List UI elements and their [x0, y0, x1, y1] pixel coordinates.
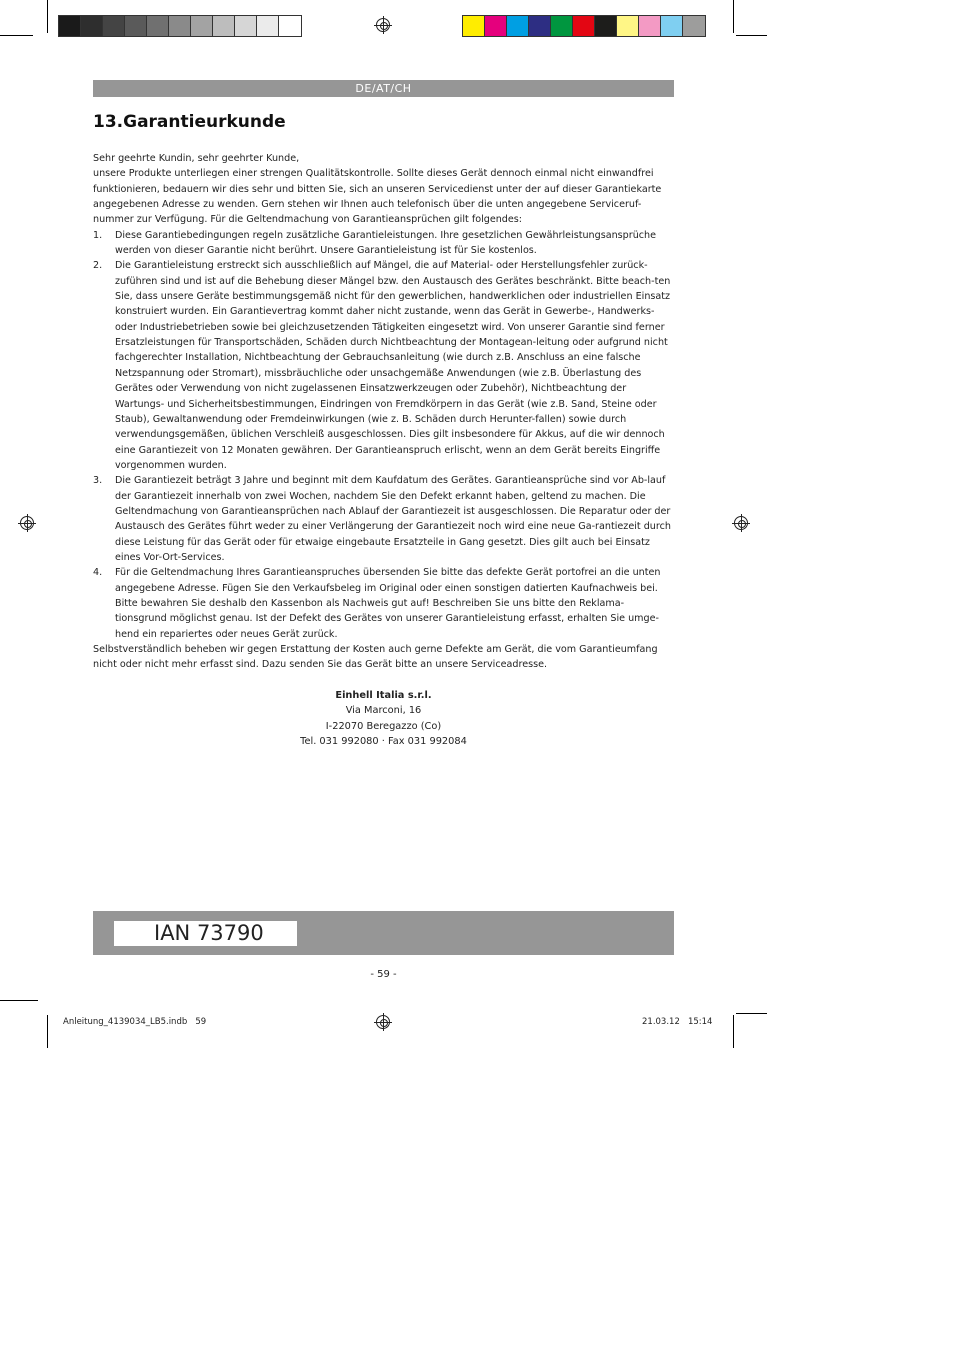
process-color-bar [462, 15, 706, 37]
greeting: Sehr geehrte Kundin, sehr geehrter Kunde, [93, 153, 300, 164]
color-swatch [125, 16, 147, 36]
closing-paragraph: Selbstverständlich beheben wir gegen Erstattung der Kosten auch gerne Defekte am Gerät, die vom Garantieumfang nicht oder nicht mehr erfasst sind. Dazu senden Sie das Gerät bitte an unsere Serviceadresse. [93, 644, 658, 671]
list-item-number: 1. [93, 229, 103, 241]
crop-mark [736, 1013, 767, 1014]
registration-mark-icon [20, 516, 34, 530]
registration-mark-icon [376, 1015, 390, 1029]
list-item [93, 228, 675, 259]
color-swatch [485, 16, 507, 36]
crop-mark [736, 35, 767, 36]
color-swatch [617, 16, 639, 36]
color-swatch [573, 16, 595, 36]
crop-mark [47, 0, 48, 33]
warranty-text [93, 151, 675, 673]
registration-mark-icon [376, 18, 390, 32]
color-swatch [257, 16, 279, 36]
address-street: Via Marconi, 16 [345, 705, 422, 717]
color-swatch [279, 16, 301, 36]
color-swatch [661, 16, 683, 36]
list-item-number: 3. [93, 475, 103, 487]
ian-bar [93, 911, 674, 955]
color-swatch [213, 16, 235, 36]
color-swatch [463, 16, 485, 36]
conditions-list [93, 228, 675, 642]
crop-mark [0, 1000, 38, 1001]
list-item-number: 2. [93, 260, 103, 272]
company-name: Einhell Italia s.r.l. [335, 690, 432, 701]
list-item [93, 473, 675, 565]
address-city: I-22070 Beregazzo (Co) [325, 720, 442, 732]
color-swatch [235, 16, 257, 36]
crop-mark [0, 35, 33, 36]
section-title: 13.Garantieurkunde [93, 112, 286, 132]
color-swatch [59, 16, 81, 36]
grayscale-color-bar [58, 15, 302, 37]
color-swatch [147, 16, 169, 36]
color-swatch [551, 16, 573, 36]
list-item-text: Diese Garantiebedingungen regeln zusätzliche Garantieleistungen. Ihre gesetzlichen Gewährleistungsansprüche werden von dieser Garantie nicht berührt. Unsere Garantieleistung ist für Sie kostenlos. [115, 229, 657, 257]
crop-mark [47, 1015, 48, 1048]
color-swatch [529, 16, 551, 36]
color-swatch [683, 16, 705, 36]
footer-file-info: Anleitung_4139034_LB5.indb 59 [63, 1017, 207, 1027]
list-item-text: Für die Geltendmachung Ihres Garantieanspruches übersenden Sie bitte das defekte Gerät portofrei an die unten angegebene Adresse. Fügen Sie den Verkaufsbeleg im Original oder einen sonstigen datierten Kaufnachweis bei. Bitte bewahren Sie deshalb den Kassenbon als Nachweis gut auf! Beschreiben Sie uns bitte den Reklama-tionsgrund möglichst genau. Ist der Defekt des Gerätes von unserer Garantieleistung erfasst, erhalten Sie umge-hend ein repariertes oder neues Gerät zurück. [115, 567, 661, 640]
list-item [93, 565, 675, 642]
footer-datetime: 21.03.12 15:14 [642, 1017, 713, 1027]
address-phone: Tel. 031 992080 · Fax 031 992084 [300, 736, 467, 748]
crop-mark [733, 1015, 734, 1048]
color-swatch [595, 16, 617, 36]
list-item-text: Die Garantieleistung erstreckt sich ausschließlich auf Mängel, die auf Material- oder Herstellungsfehler zurück-zuführen sind und ist auf die Behebung dieser Mängel bzw. den Austausch des Gerätes beschränkt. Bitte beach-ten Sie, dass unsere Geräte bestimmungsgemäß nicht für den gewerblichen, handwerklichen oder industriellen Einsatz konstruiert wurden. Ein Garantievertrag kommt daher nicht zustande, wenn das Gerät in Gewerbe-, Handwerks- oder Industriebetrieben sowie bei gleichzusetzenden Tätigkeiten eingesetzt wird. Von unserer Garantie sind ferner Ersatzleistungen für Transportschäden, Schäden durch Nichtbeachtung der Montagean-leitung oder aufgrund nicht fachgerechter Installation, Nichtbeachtung der Gebrauchsanleitung (wie durch z.B. Anschluss an eine falsche Netzspannung oder Stromart), missbräuchliche oder unsachgemäße Anwendungen (wie z.B. Überlastung des Gerätes oder Verwendung von nicht zugelassenen Einsatzwerkzeugen oder Zubehör), Nichtbeachtung der Wartungs- und Sicherheitsbestimmungen, Eindringen von Fremdkörpern in das Gerät (wie z.B. Sand, Steine oder Staub), Gewaltanwendung oder Fremdeinwirkungen (wie z. B. Schäden durch Herunter-fallen) sowie durch verwendungsgemäßen, üblichen Verschleiß ausgeschlossen. Dies gilt insbesondere für Akkus, auf die wir dennoch eine Garantiezeit von 12 Monaten gewähren. Der Garantieanspruch erlischt, wenn an dem Gerät bereits Eingriffe vorgenommen wurden. [115, 260, 671, 471]
crop-mark [733, 0, 734, 33]
service-address [93, 688, 674, 749]
intro-paragraph: unsere Produkte unterliegen einer strengen Qualitätskontrolle. Sollte dieses Gerät dennoch einmal nicht einwandfrei funktionieren, bedauern wir dies sehr und bitten Sie, sich an unseren Servicedienst unter der auf dieser Garantiekarte angegebenen Adresse zu wenden. Gern stehen wir Ihnen auch telefonisch über die unten angegebene Serviceruf-nummer zur Verfügung. Für die Geltendmachung von Garantieansprüchen gilt folgendes: [93, 168, 662, 226]
page-number: - 59 - [370, 969, 397, 980]
color-swatch [639, 16, 661, 36]
region-header-bar: DE/AT/CH [93, 80, 674, 97]
color-swatch [507, 16, 529, 36]
color-swatch [103, 16, 125, 36]
list-item-text: Die Garantiezeit beträgt 3 Jahre und beginnt mit dem Kaufdatum des Gerätes. Garantieansprüche sind vor Ab-lauf der Garantiezeit innerhalb von zwei Wochen, nachdem Sie den Defekt erkannt haben, geltend zu machen. Die Geltendmachung von Garantieansprüchen nach Ablauf der Garantiezeit ist ausgeschlossen. Die Reparatur oder der Austausch des Gerätes führt weder zu einer Verlängerung der Garantiezeit noch wird eine neue Ga-rantiezeit durch diese Leistung für das Gerät oder für etwaige eingebaute Ersatzteile in Gang gesetzt. Dies gilt auch bei Einsatz eines Vor-Ort-Services. [115, 475, 671, 563]
color-swatch [191, 16, 213, 36]
list-item-number: 4. [93, 567, 103, 579]
color-swatch [169, 16, 191, 36]
registration-mark-icon [734, 516, 748, 530]
list-item [93, 258, 675, 473]
ian-number: IAN 73790 [114, 921, 297, 946]
color-swatch [81, 16, 103, 36]
